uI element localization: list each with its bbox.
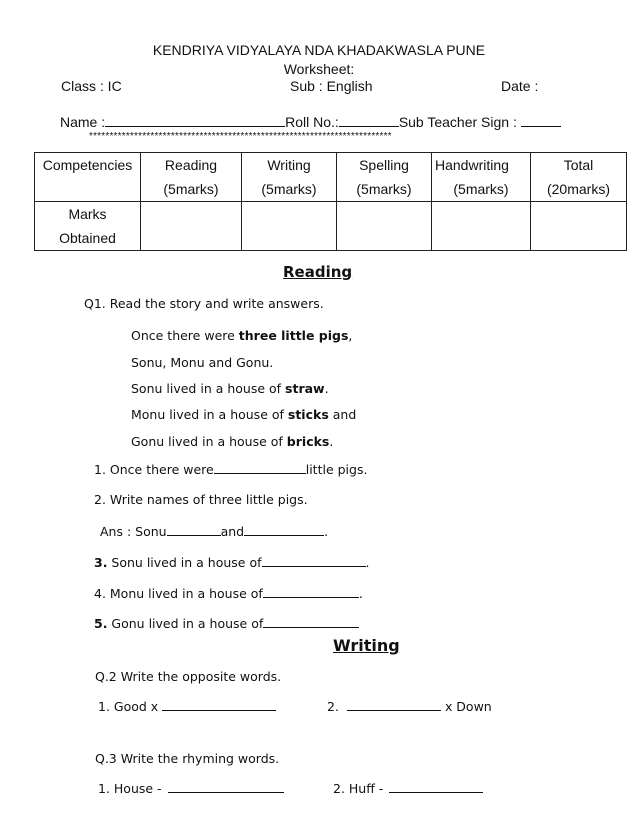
col-title: Handwriting [435, 157, 509, 173]
answer-blank[interactable] [263, 585, 359, 598]
roll-blank[interactable] [339, 114, 399, 127]
question-text: Sonu lived in a house of [107, 555, 262, 570]
spelling-marks-cell[interactable] [337, 202, 432, 251]
q3-text: Q.3 Write the rhyming words. [95, 751, 280, 766]
reading-heading: Reading [283, 263, 353, 281]
question-text: little pigs. [305, 462, 368, 477]
opposite-1 [98, 698, 276, 714]
col-title: Reading [164, 157, 218, 173]
answer-text: Ans : Sonu [100, 524, 167, 539]
answer-text: . [324, 524, 329, 539]
roll-label: Roll No.: [285, 114, 339, 130]
reading-marks-cell[interactable] [141, 202, 242, 251]
opposite-2 [327, 698, 492, 714]
col-handwriting [432, 153, 531, 202]
story-text: . [324, 381, 329, 396]
handwriting-marks-cell[interactable] [432, 202, 531, 251]
answer-text: and [220, 524, 245, 539]
rhyme-1 [98, 780, 284, 796]
story-text: and [328, 407, 357, 422]
col-total [531, 153, 627, 202]
story-text: Monu lived in a house of [131, 407, 288, 422]
question-4 [94, 585, 363, 601]
story-bold: sticks [287, 407, 329, 422]
question-3 [94, 554, 369, 570]
question-2: 2. Write names of three little pigs. [94, 492, 308, 507]
writing-heading: Writing [333, 636, 400, 655]
col-marks: (20marks) [546, 181, 610, 197]
rhyme-2 [333, 780, 483, 796]
story-line-4 [131, 407, 356, 422]
separator: ************************************************************************** [89, 131, 392, 142]
col-marks: (5marks) [163, 181, 219, 197]
name-row [60, 114, 561, 130]
col-writing [242, 153, 337, 202]
marks-label: Marks [68, 206, 107, 222]
story-text: . [329, 434, 334, 449]
story-line-3 [131, 381, 329, 396]
story-text: Gonu lived in a house of [131, 434, 287, 449]
story-line-5 [131, 434, 333, 449]
question-text: 1. House - [98, 781, 162, 796]
col-marks: (5marks) [261, 181, 317, 197]
story-bold: straw [285, 381, 325, 396]
col-title: Writing [267, 157, 311, 173]
date-label: Date : [501, 78, 539, 94]
question-text: Gonu lived in a house of [107, 616, 264, 631]
question-1 [94, 461, 367, 477]
question-text: 2. Huff - [333, 781, 384, 796]
story-line-1 [131, 328, 352, 343]
teacher-sign-label: Sub Teacher Sign : [398, 114, 517, 130]
story-line-2: Sonu, Monu and Gonu. [131, 355, 274, 370]
answer-blank[interactable] [168, 780, 284, 793]
teacher-sign-blank[interactable] [521, 114, 561, 127]
class-label: Class : IC [61, 78, 122, 94]
question-text: . [365, 555, 370, 570]
name-blank[interactable] [105, 114, 285, 127]
total-marks-cell[interactable] [531, 202, 627, 251]
subject-label: Sub : English [290, 78, 373, 94]
question-text: 1. Once there were [94, 462, 214, 477]
question-text: 2. [327, 699, 339, 714]
competencies-table [34, 152, 627, 251]
school-name: KENDRIYA VIDYALAYA NDA KHADAKWASLA PUNE [152, 42, 486, 58]
story-bold: three little pigs [238, 328, 349, 343]
answer-blank[interactable] [389, 780, 483, 793]
answer-blank[interactable] [244, 523, 324, 536]
col-marks: (5marks) [356, 181, 412, 197]
question-text: x Down [444, 699, 492, 714]
table-header-row [35, 153, 627, 202]
col-reading [141, 153, 242, 202]
col-title: Total [563, 157, 594, 173]
q1-text: Q1. Read the story and write answers. [84, 296, 324, 311]
story-bold: bricks [286, 434, 330, 449]
answer-blank[interactable] [262, 554, 366, 567]
answer-blank[interactable] [162, 698, 276, 711]
story-text: , [348, 328, 353, 343]
col-title: Spelling [359, 157, 409, 173]
worksheet-label: Worksheet: [283, 61, 355, 77]
question-number: 3. [94, 555, 108, 570]
col-marks: (5marks) [453, 181, 509, 197]
question-number: 5. [94, 616, 108, 631]
answer-blank[interactable] [167, 523, 221, 536]
q2-text: Q.2 Write the opposite words. [95, 669, 282, 684]
question-text: 1. Good x [98, 699, 159, 714]
question-text: . [358, 586, 363, 601]
story-text: Sonu lived in a house of [131, 381, 286, 396]
story-text: Once there were [131, 328, 239, 343]
answer-blank[interactable] [263, 615, 359, 628]
question-text: 4. Monu lived in a house of [94, 586, 263, 601]
answer-blank[interactable] [214, 461, 306, 474]
name-label: Name : [60, 114, 106, 130]
col-spelling [337, 153, 432, 202]
marks-row [35, 202, 627, 251]
answer-2 [100, 523, 328, 539]
col-title: Competencies [42, 157, 133, 173]
marks-obtained-label [35, 202, 141, 251]
question-5 [94, 615, 359, 631]
obtained-label: Obtained [59, 230, 116, 246]
col-competencies [35, 153, 141, 202]
answer-blank[interactable] [347, 698, 441, 711]
writing-marks-cell[interactable] [242, 202, 337, 251]
